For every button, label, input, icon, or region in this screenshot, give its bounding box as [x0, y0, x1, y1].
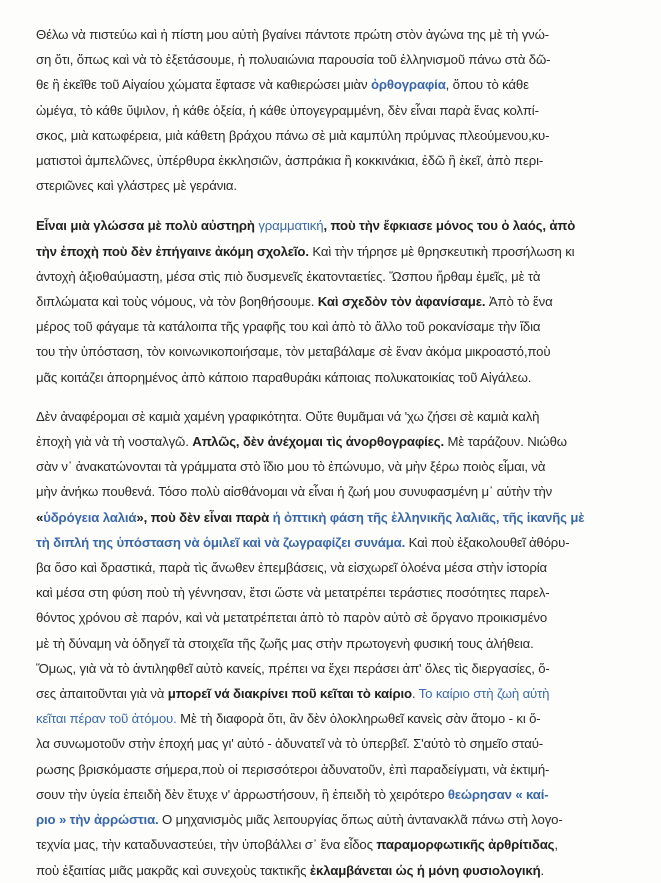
text-run: σκος, μιὰ κατωφέρεια, μιὰ κάθετη βράχου πάνω σὲ μιὰ καμπύλη πρύμνας πλεούμενου,κυ- — [36, 127, 550, 143]
text-run: Ἀπὸ τὸ ἕνα — [485, 294, 553, 310]
text-run: λα συνωμοτοῦν στὴν ἐποχή μας γι' αὐτό - ἀδυνατεῖ νὰ τὸ ὑπερβεῖ. Σ'αὐτὸ τὸ σημεῖο σταύ- — [36, 736, 544, 752]
text-run: καὶ μέσα στη φύση ποὺ τὴ γέννησαν, ἔτσι ὥστε νὰ μετατρέπει τεράστιες ποσότητες παρελ- — [36, 585, 550, 601]
text-run: Καὶ ποὺ ἐξακολουθεῖ ἀθόρυ- — [405, 534, 570, 550]
text-run: Μὲ τὴ διαφορὰ ὅτι, ἂν δὲν ὁλοκληρωθεῖ κανεὶς σὰν ἄτομο - κι ὅ- — [176, 711, 541, 727]
highlighted-phrase: κεῖται πέραν τοῦ ἀτόμου. — [36, 711, 177, 727]
emphasized-phrase: παραμορφωτικῆς ἀρθρίτιδας — [376, 837, 555, 853]
highlighted-phrase: ριο » τὴν ἀρρώστια. — [36, 812, 159, 828]
text-run: τεχνία μας, τὴν καταδυναστεύει, τὴν ὑποβάλλει σ᾽ ἕνα εἶδος — [36, 837, 377, 853]
text-run: μᾶς κοιτάζει ἀπορημένος ἀπὸ κάποιο παραθυράκι κάποιας πολυκατοικίας τοῦ Αἰγάλεω. — [36, 369, 532, 385]
text-line — [36, 429, 628, 454]
text-run: ματιστοὶ ἀμπελῶνες, ὑπέρθυρα ἐκκλησιῶν, ἀσπράκια ἢ κοκκινάκια, ἐδῶ ἢ ἐκεῖ, ἀπὸ περι- — [36, 153, 544, 169]
text-run: ἐποχὴ γιὰ νὰ τὴ νοσταλγῶ. — [36, 434, 193, 450]
text-line — [36, 530, 628, 555]
text-line — [36, 782, 628, 807]
text-run: μέρος τοῦ φάγαμε τὰ κατάλοιπα τῆς γραφῆς του καὶ ἀπὸ τὸ ἄλλο τοῦ ροκανίσαμε τὴν ἴδια — [36, 319, 541, 335]
text-run: ὠμέγα, τὸ κάθε ὕψιλον, ἡ κάθε ὀξεία, ἡ κάθε ὑπογεγραμμένη, δὲν εἶναι παρὰ ἕνας κολπί- — [36, 102, 539, 118]
text-line — [36, 454, 628, 479]
emphasized-phrase: τὴν ἐποχὴ ποὺ δὲν ἐπήγαινε ἀκόμη σχολεῖο. — [36, 243, 309, 259]
text-line — [36, 858, 628, 883]
text-run: , — [554, 837, 558, 853]
highlighted-phrase: ὑδρόγεια λαλιά — [43, 509, 137, 525]
text-run: , ὅπου τὸ κάθε — [445, 77, 529, 93]
emphasized-phrase: », ποὺ δὲν εἶναι παρὰ — [136, 509, 273, 525]
highlighted-phrase: τὴ διπλή της ὑπόσταση νὰ ὁμιλεῖ καὶ νὰ ζωγραφίζει συνάμα. — [36, 534, 406, 550]
text-run: μὲ τὴ δύναμη νὰ ὁδηγεῖ τὰ στοιχεῖα τῆς ζωῆς μας στὴν πρωτογενὴ φυσική τους ἀλήθεια. — [36, 635, 534, 651]
text-line — [36, 832, 628, 857]
text-run: θε ἢ ἐκεῖθε τοῦ Αἰγαίου χώματα ἔφτασε νὰ καθιερώσει μιὰν — [36, 77, 371, 93]
text-line — [36, 757, 628, 782]
text-run: στεριῶνες καὶ γλάστρες μὲ γεράνια. — [36, 178, 237, 194]
text-line — [36, 47, 628, 72]
emphasized-phrase: Απλῶς, δὲν ἀνέχομαι τὶς ἀνορθογραφίες. — [192, 434, 445, 450]
text-run: Μὲ ταράζουν. Νιώθω — [444, 434, 567, 450]
text-run: . — [411, 686, 419, 702]
highlighted-phrase: θεώρησαν « καί- — [447, 786, 549, 802]
text-run: διπλώματα καὶ τοὺς νόμους, νὰ τὸν βοηθήσουμε. — [36, 294, 318, 310]
emphasized-phrase: ἐκλαμβάνεται ὡς ἡ μόνη φυσιολογική — [309, 862, 541, 878]
paragraph-3 — [36, 404, 628, 883]
text-line — [36, 72, 628, 97]
text-run: σες ἀπαιτοῦνται γιὰ νὰ — [36, 686, 168, 702]
text-line — [36, 339, 628, 364]
paragraph-1 — [36, 22, 628, 198]
text-run: θόντος χρόνου σὲ παρόν, καὶ νὰ μετατρέπεται ἀπὸ τὸ παρὸν αὐτὸ σὲ ὄργανο προικισμένο — [36, 610, 548, 626]
text-line — [36, 731, 628, 756]
emphasized-phrase: μπορεῖ νά διακρίνει ποῦ κεῖται τὸ καίριο — [167, 686, 412, 702]
text-line — [36, 706, 628, 731]
text-line — [36, 404, 628, 429]
text-run: Θέλω νὰ πιστεύω καὶ ἡ πίστη μου αὐτὴ βγαίνει πάντοτε πρώτη στὸν ἀγώνα της μὲ τὴ γνώ- — [36, 27, 549, 42]
text-run: του τὴν ὑπόσταση, τὸν κοινωνικοποιήσαμε, τὸν μεταβάλαμε σὲ ἕναν ἀκόμα μικροαστό,ποὺ — [36, 344, 551, 360]
text-line — [36, 239, 628, 264]
text-line — [36, 479, 628, 504]
text-line — [36, 365, 628, 390]
text-run: Δὲν ἀναφέρομαι σὲ καμιὰ χαμένη γραφικότητα. Οὔτε θυμᾶμαι νά 'χω ζήσει σὲ καμιὰ καλὴ — [36, 408, 540, 424]
text-run: μὴν ἀνήκω πουθενά. Τόσο πολὺ αἰσθάνομαι νὰ εἶναι ἡ ζωή μου συνυφασμένη μ᾽ αὐτὴν τὴν — [36, 484, 553, 500]
text-run: ρωσης βρισκόμαστε σήμερα,ποὺ οἱ περισσότεροι ἀδυνατοῦν, ἐπὶ παραδείγματι, νὰ ἐκτιμή- — [36, 761, 550, 777]
text-run: Καὶ τὴν τήρησε μὲ θρησκευτικὴ προσήλωση κι — [308, 243, 575, 259]
text-run: ποὺ ἐξαιτίας μιᾶς μακρᾶς καὶ συνεχοὺς τακτικῆς — [36, 862, 310, 878]
text-run: σὰν ν᾽ ἀνακατώνονται τὰ γράμματα στὸ ἴδιο μου τὸ ἐπώνυμο, νὰ μὴν ξέρω ποιὸς εἶμαι, νὰ — [36, 459, 546, 475]
text-run: βα ὅσο καὶ δραστικά, παρὰ τὶς ἄνωθεν ἐπεμβάσεις, νὰ εἰσχωρεῖ ὁλοένα μέσα στὴν ἱστορία — [36, 560, 547, 576]
text-line — [36, 314, 628, 339]
text-line — [36, 213, 628, 238]
emphasized-phrase: « — [36, 509, 44, 525]
text-run: Ο μηχανισμὸς μιᾶς λειτουργίας ὅπως αὐτὴ ἀντανακλᾶ πάνω στὴ λογο- — [158, 812, 563, 828]
text-run: . — [540, 862, 545, 878]
text-line — [36, 173, 628, 198]
text-line — [36, 807, 628, 832]
emphasized-phrase: Εἶναι μιὰ γλώσσα μὲ πολὺ αὐστηρὴ — [36, 218, 259, 234]
text-line — [36, 123, 628, 148]
highlighted-phrase: γραμματική — [258, 218, 324, 234]
emphasized-phrase: Καὶ σχεδὸν τὸν ἀφανίσαμε. — [317, 294, 486, 310]
text-line — [36, 505, 628, 530]
text-line — [36, 148, 628, 173]
text-run: ἀντοχὴ ἀξιοθαύμαστη, μέσα στὶς πιὸ δυσμενεῖς ἑκατονταετίες. Ὥσπου ἤρθαμ ἐμεῖς, μὲ τὰ — [36, 268, 541, 284]
text-line — [36, 264, 628, 289]
document-body — [36, 22, 628, 883]
paragraph-2 — [36, 213, 628, 389]
highlighted-phrase: ἡ ὀπτικὴ φάση τῆς ἑλληνικῆς λαλιᾶς, τῆς ἱκανῆς μὲ — [272, 509, 585, 525]
highlighted-phrase: ὀρθογραφία — [370, 77, 446, 93]
text-line — [36, 656, 628, 681]
text-line — [36, 580, 628, 605]
text-run: ση ὅτι, ὅπως καὶ νὰ τὸ ἐξετάσουμε, ἡ πολυαιώνια παρουσία τοῦ ἑλληνισμοῦ πάνω στὰ δῶ- — [36, 52, 551, 68]
text-line — [36, 681, 628, 706]
highlighted-phrase: Το καίριο στὴ ζωὴ αὐτὴ — [418, 686, 550, 702]
text-line — [36, 98, 628, 123]
text-run: Ὅμως, γιὰ νὰ τὸ ἀντιληφθεῖ αὐτὸ κανείς, πρέπει να ἔχει περάσει ἀπ' ὅλες τὶς διεργασίες, ὅ- — [36, 660, 550, 676]
text-run: σουν τὴν ὑγεία ἐπειδὴ δὲν ἔτυχε ν' ἀρρωστήσουν, ἢ ἐπειδὴ τὸ χειρότερο — [36, 786, 448, 802]
text-line — [36, 555, 628, 580]
text-line — [36, 605, 628, 630]
text-line — [36, 22, 628, 47]
text-line — [36, 631, 628, 656]
text-line — [36, 289, 628, 314]
emphasized-phrase: , ποὺ τὴν ἔφκιασε μόνος του ὁ λαός, ἀπὸ — [323, 218, 576, 234]
